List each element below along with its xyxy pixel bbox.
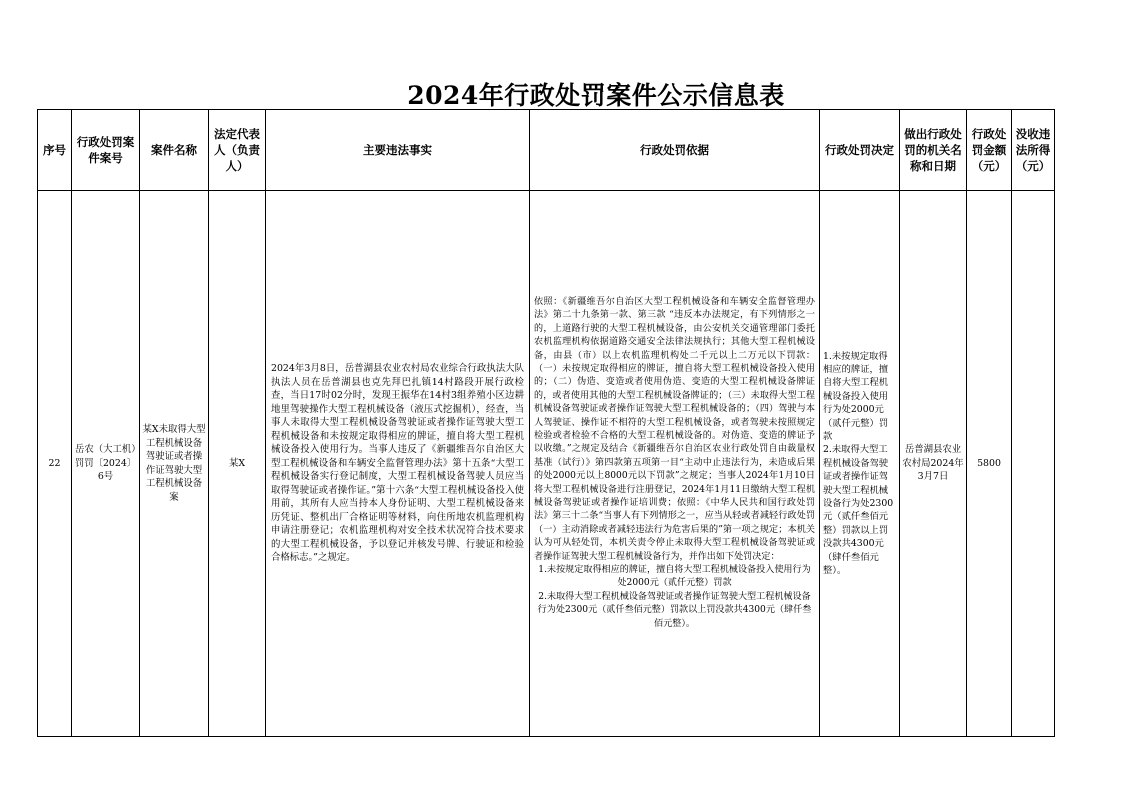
cell-facts: 2024年3月8日，岳普湖县农业农村局农业综合行政执法大队执法人员在岳普湖县也克先拜巴扎镇14村路段开展行政检查，当日17时02分时，发现王振华在14村3组养殖小区边耕地里驾驶操作大型工程机械设备（液压式挖掘机），经查，当事人未取得大型工程机械设备驾驶证或者操作证驾驶大型工程机械设备和未按规定取得相应的牌证，擅自将大型工程机械设备投入使用行为。当事人违反了《新疆维吾尔自治区大型工程机械设备和车辆安全监督管理办法》第十五条“大型工程机械设备实行登记制度，大型工程机械设备驾驶人员应当取得驾驶证或者操作证。”第十六条“大型工程机械设备投入使用前，其所有人应当持本人身份证明、大型工程机械设备来历凭证、整机出厂合格证明等材料，向住所地农机监理机构申请注册登记；农机监理机构对安全技术状况符合技术要求的大型工程机械设备，予以登记并核发号牌、行驶证和检验合格标志。”之规定。 <box>266 191 530 737</box>
header-basis: 行政处罚依据 <box>530 110 820 191</box>
header-legal-rep: 法定代表人（负责人） <box>209 110 266 191</box>
header-amount: 行政处罚金额（元） <box>967 110 1012 191</box>
cell-decision <box>820 191 900 737</box>
cell-confiscation <box>1012 191 1055 737</box>
table-row <box>38 191 1055 737</box>
header-seq: 序号 <box>38 110 72 191</box>
page-title: 2024年行政处罚案件公示信息表 <box>407 81 785 110</box>
basis-item-2: 2.未取得大型工程机械设备驾驶证或者操作证驾驶大型工程机械设备行为处2300元（贰仟叁佰元整）罚款以上罚没款共4300元（肆仟叁佰元整）。 <box>537 591 812 629</box>
decision-item-2: 2.未取得大型工程机械设备驾驶证或者操作证驾驶大型工程机械设备行为处2300元（贰仟叁佰元整）罚款以上罚没款共4300元（肆仟叁佰元整）。 <box>823 444 894 577</box>
header-row <box>38 110 1055 191</box>
decision-item-1: 1.未按规定取得相应的牌证，擅自将大型工程机械设备投入使用行为处2000元（贰仟元整）罚款 <box>823 350 889 442</box>
cell-case-name: 某X未取得大型工程机械设备驾驶证或者操作证驾驶大型工程机械设备案 <box>140 191 209 737</box>
header-decision: 行政处罚决定 <box>820 110 900 191</box>
cell-authority: 岳普湖县农业农村局2024年3月7日 <box>900 191 967 737</box>
cell-case-no: 岳农（大工机）罚罚〔2024〕6号 <box>72 191 140 737</box>
header-authority: 做出行政处罚的机关名称和日期 <box>900 110 967 191</box>
basis-item-1: 1.未按规定取得相应的牌证，擅自将大型工程机械设备投入使用行为处2000元（贰仟元整）罚款 <box>538 565 811 589</box>
cell-legal-rep: 某X <box>209 191 266 737</box>
header-confiscation: 没收违法所得（元） <box>1012 110 1055 191</box>
penalty-table <box>37 109 1055 737</box>
header-case-no: 行政处罚案件案号 <box>72 110 140 191</box>
header-facts: 主要违法事实 <box>266 110 530 191</box>
cell-basis <box>530 191 820 737</box>
basis-main-text: 依照：《新疆维吾尔自治区大型工程机械设备和车辆安全监督管理办法》第二十九条第一款、第三款 “违反本办法规定，有下列情形之一的，上道路行驶的大型工程机械设备，由公安机关交通管理部门委托农机监理机构依据道路交通安全法律法规执行；其他大型工程机械设备，由县（市）以上农机监理机构处二千元以上二万元以下罚款：（一）未按规定取得相应的牌证，擅自将大型工程机械设备投入使用的；（二）伪造、变造或者使用伪造、变造的大型工程机械设备牌证的，或者使用其他的大型工程机械设备牌证的；（三）未取得大型工程机械设备驾驶证或者操作证驾驶大型工程机械设备的；（四）驾驶与本人驾驶证、操作证不相符的大型工程机械设备，或者驾驶未按照规定检验或者检验不合格的大型工程机械设备的。对伪造、变造的牌证予以收缴。”之规定及结合《新疆维吾尔自治区农业行政处罚自由裁量权基准（试行）》第四款第五项第一目“主动中止违法行为，未造成后果的处2000元以上8000元以下罚款”之规定；当事人2024年1月10日将大型工程机械设备进行注册登记，2024年1月11日缴纳大型工程机械设备驾驶证或者操作证培训费；依照：《中华人民共和国行政处罚法》第三十二条“当事人有下列情形之一，应当从轻或者减轻行政处罚（一）主动消除或者减轻违法行为危害后果的”第一项之规定；本机关认为可从轻处罚，本机关责令停止未取得大型工程机械设备驾驶证或者操作证驾驶大型工程机械设备行为，并作出如下处罚决定： <box>534 296 815 562</box>
cell-amount: 5800 <box>967 191 1012 737</box>
cell-seq: 22 <box>38 191 72 737</box>
header-case-name: 案件名称 <box>140 110 209 191</box>
